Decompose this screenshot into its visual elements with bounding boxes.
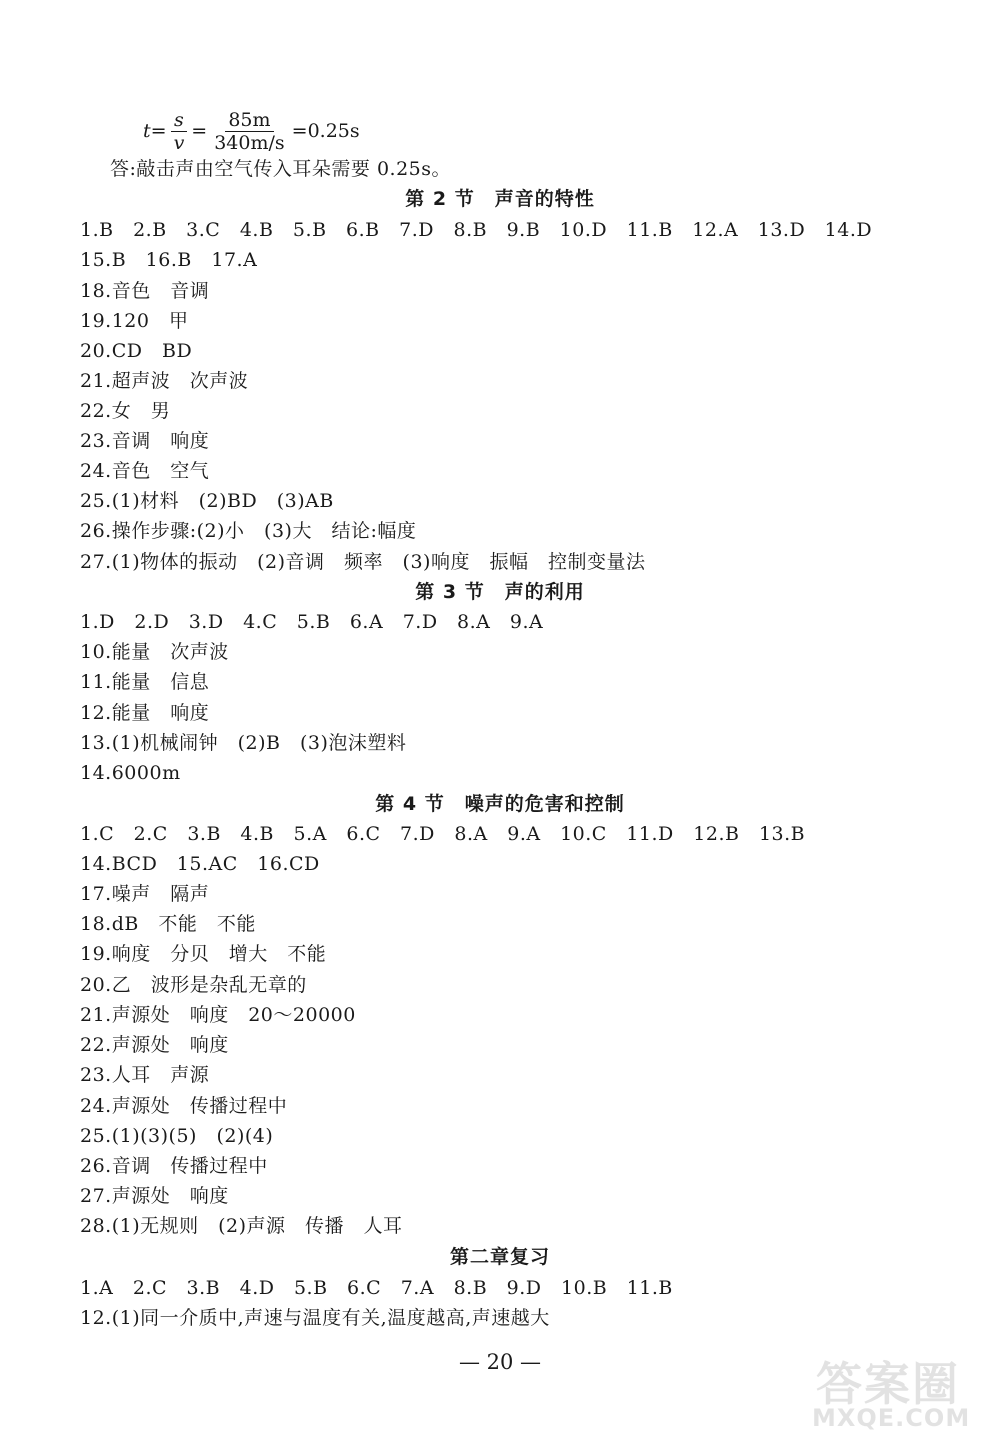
answer-line: 21.超声波 次声波 [80,370,249,392]
answer-line: 17.噪声 隔声 [80,883,210,905]
answer-line: 20.乙 波形是杂乱无章的 [80,974,307,996]
section-heading: 第 4 节 噪声的危害和控制 [375,793,625,815]
answer-line: 14.6000m [80,762,181,784]
section-heading: 第 3 节 声的利用 [415,581,585,603]
watermark-url: MXQE.COM [812,1404,971,1432]
formula-eq1: = [150,120,167,142]
answer-line: 20.CD BD [80,340,193,362]
answer-line: 25.(1)材料 (2)BD (3)AB [80,490,334,512]
answer-line: 25.(1)(3)(5) (2)(4) [80,1125,274,1147]
answer-line: 1.A 2.C 3.B 4.D 5.B 6.C 7.A 8.B 9.D 10.B 11.B [80,1277,673,1299]
answer-line: 19.响度 分贝 增大 不能 [80,943,327,965]
watermark-logo-text: 答案圈 [816,1357,960,1411]
formula-eq2: = [191,120,208,142]
answer-line: 15.B 16.B 17.A [80,249,258,271]
answer-line: 23.人耳 声源 [80,1064,210,1086]
section-heading: 第二章复习 [449,1246,550,1268]
formula-lhs: t [143,120,151,142]
fraction-distance-over-speed [211,109,287,154]
answer-line: 22.声源处 响度 [80,1034,229,1056]
formula-result: =0.25s [291,120,360,142]
watermark-logo [806,1348,996,1438]
fraction-s-over-v [171,109,188,154]
frac2-numerator: 85m [225,109,273,132]
answer-line: 1.C 2.C 3.B 4.B 5.A 6.C 7.D 8.A 9.A 10.C 11.D 12.B 13.B [80,823,806,845]
answer-line: 10.能量 次声波 [80,641,229,663]
answer-line: 19.120 甲 [80,310,189,332]
answer-line: 26.音调 传播过程中 [80,1155,268,1177]
answer-line: 24.声源处 传播过程中 [80,1095,288,1117]
page-number: — 20 — [458,1350,542,1374]
answer-line: 12.能量 响度 [80,702,210,724]
answer-line: 12.(1)同一介质中,声速与温度有关,温度越高,声速越大 [80,1307,550,1329]
answer-line: 18.dB 不能 不能 [80,913,256,935]
answer-line: 22.女 男 [80,400,171,422]
frac2-denominator: 340m/s [214,131,285,154]
answer-line: 24.音色 空气 [80,460,210,482]
answer-line: 23.音调 响度 [80,430,210,452]
answer-line: 1.D 2.D 3.D 4.C 5.B 6.A 7.D 8.A 9.A [80,611,544,633]
answer-line: 18.音色 音调 [80,280,210,302]
answer-line: 27.(1)物体的振动 (2)音调 频率 (3)响度 振幅 控制变量法 [80,551,646,573]
answer-line: 1.B 2.B 3.C 4.B 5.B 6.B 7.D 8.B 9.B 10.D 11.B 12.A 13.D 14.D [80,219,873,241]
time-formula [143,101,360,161]
answer-line: 26.操作步骤:(2)小 (3)大 结论:幅度 [80,520,417,542]
answer-line: 21.声源处 响度 20～20000 [80,1004,356,1026]
answer-line: 11.能量 信息 [80,671,210,693]
answer-line: 28.(1)无规则 (2)声源 传播 人耳 [80,1215,403,1237]
frac1-denominator: v [173,131,185,154]
answer-line: 14.BCD 15.AC 16.CD [80,853,320,875]
frac1-numerator: s [171,109,187,132]
answer-line: 27.声源处 响度 [80,1185,229,1207]
answer-statement: 答:敲击声由空气传入耳朵需要 0.25s。 [110,158,451,180]
answer-line: 13.(1)机械闹钟 (2)B (3)泡沫塑料 [80,732,407,754]
section-heading: 第 2 节 声音的特性 [405,188,595,210]
